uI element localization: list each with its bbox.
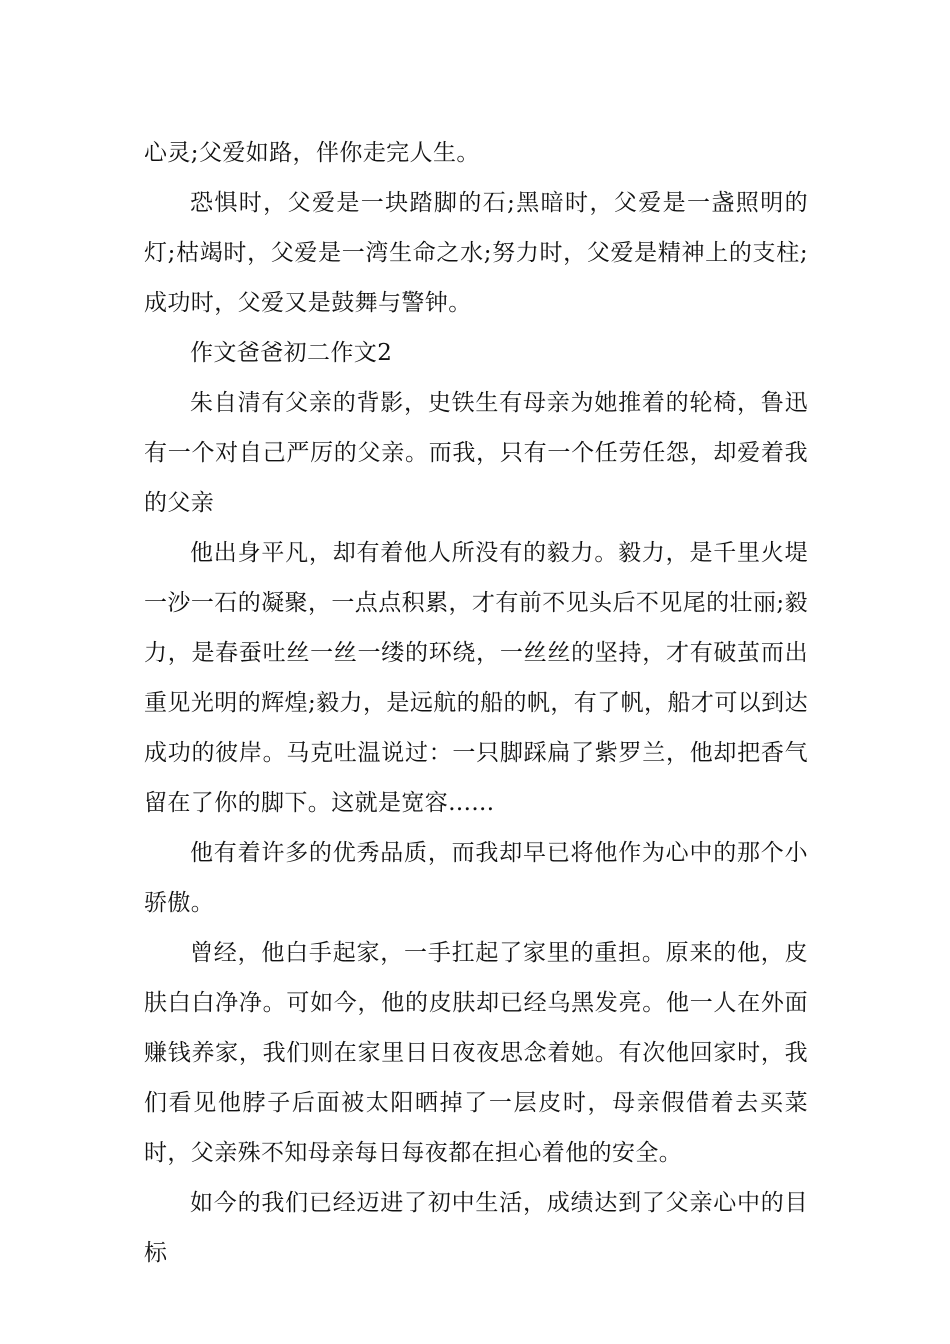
section-heading: 作文爸爸初二作文2 — [190, 340, 393, 366]
paragraph-intro: 朱自清有父亲的背影，史铁生有母亲为她推着的轮椅，鲁迅有一个对自己严厉的父亲。而我，只有一个任劳任怨，却爱着我的父亲 — [144, 390, 808, 516]
paragraph-perseverance: 他出身平凡，却有着他人所没有的毅力。毅力，是千里火堤一沙一石的凝聚，一点点积累，才有前不见头后不见尾的壮丽;毅力，是春蚕吐丝一丝一缕的环绕，一丝丝的坚持，才有破茧而出重见光明的辉煌;毅力，是远航的船的帆，有了帆，船才可以到达成功的彼岸。马克吐温说过：一只脚踩扁了紫罗兰，他却把香气留在了你的脚下。这就是宽容...... — [144, 540, 808, 816]
document-body — [144, 128, 808, 1278]
paragraph-fear: 恐惧时，父爱是一块踏脚的石;黑暗时，父爱是一盏照明的灯;枯竭时，父爱是一湾生命之水;努力时，父爱是精神上的支柱;成功时，父爱又是鼓舞与警钟。 — [144, 190, 808, 316]
paragraph-past: 曾经，他白手起家，一手扛起了家里的重担。原来的他，皮肤白白净净。可如今，他的皮肤却已经乌黑发亮。他一人在外面赚钱养家，我们则在家里日日夜夜思念着她。有次他回家时，我们看见他脖子后面被太阳晒掉了一层皮时，母亲假借着去买菜时，父亲殊不知母亲每日每夜都在担心着他的安全。 — [144, 940, 808, 1166]
paragraph-continuation: 心灵;父爱如路，伴你走完人生。 — [144, 140, 480, 166]
paragraph-now: 如今的我们已经迈进了初中生活，成绩达到了父亲心中的目标 — [144, 1190, 808, 1266]
paragraph-pride: 他有着许多的优秀品质，而我却早已将他作为心中的那个小骄傲。 — [144, 840, 808, 916]
